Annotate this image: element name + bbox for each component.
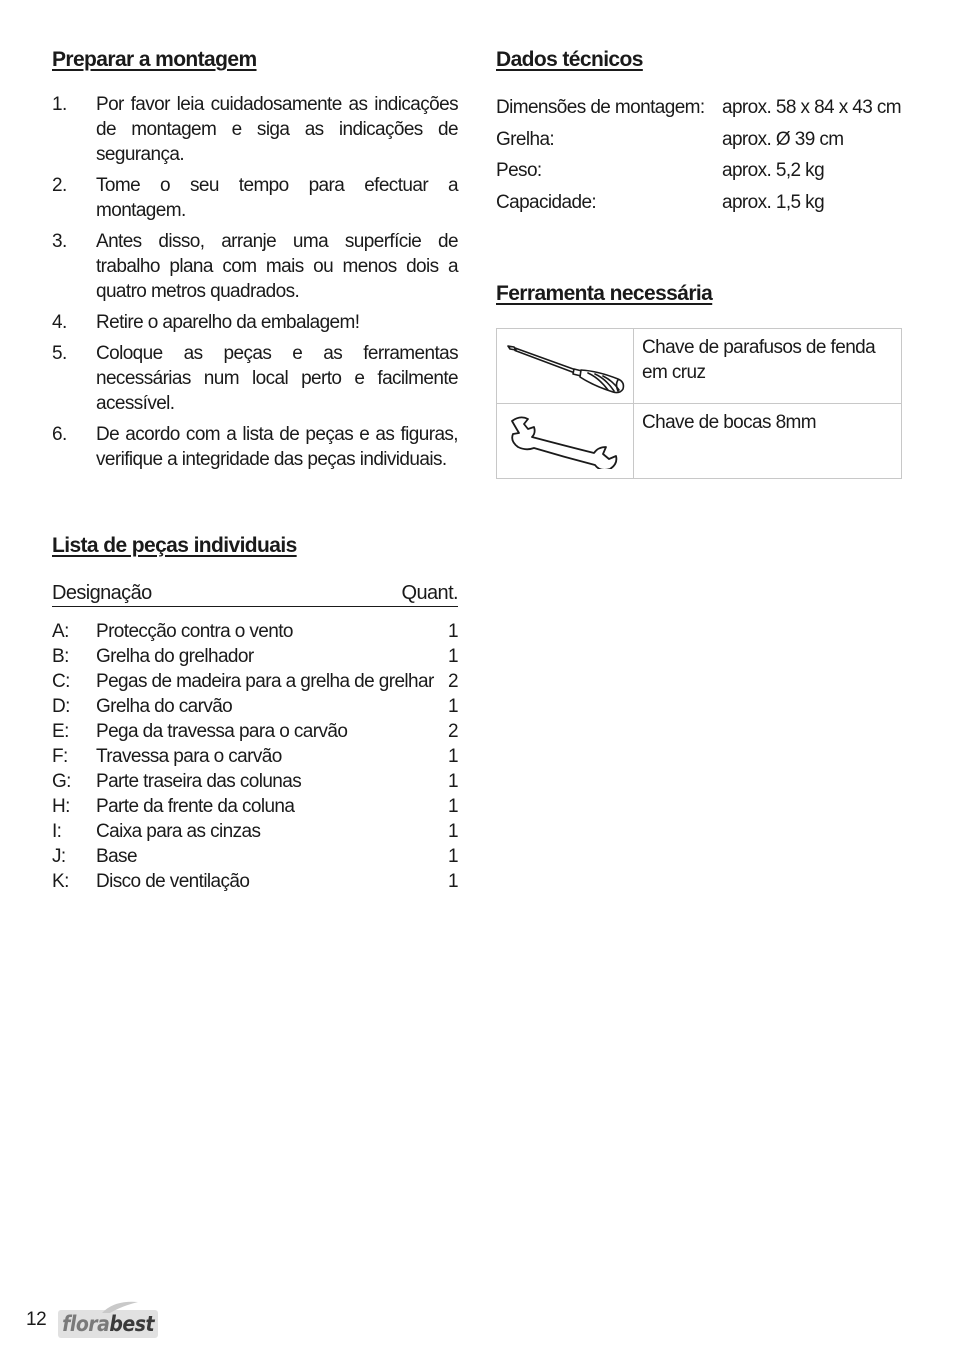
part-letter: C: xyxy=(52,671,70,692)
tool-image-cell xyxy=(497,404,634,479)
table-row xyxy=(496,92,902,124)
spec-label: Grelha: xyxy=(496,128,555,150)
list-item xyxy=(52,310,458,335)
step-number: 4. xyxy=(52,312,67,333)
right-column xyxy=(496,48,902,479)
table-row xyxy=(52,694,458,719)
table-row xyxy=(496,155,902,187)
designation-header: Designação xyxy=(52,582,152,604)
part-letter: H: xyxy=(52,796,70,817)
part-qty: 1 xyxy=(448,796,458,817)
part-letter: G: xyxy=(52,771,71,792)
assembly-title: Preparar a montagem xyxy=(52,48,257,71)
step-number: 5. xyxy=(52,343,67,364)
step-text: Antes disso, arranje uma superfície de trabalho plana com mais ou menos dois a quatro metros quadrados. xyxy=(96,231,458,302)
spec-value: aprox. Ø 39 cm xyxy=(722,128,844,150)
part-letter: F: xyxy=(52,746,68,767)
spec-label: Peso: xyxy=(496,160,542,181)
part-qty: 2 xyxy=(448,671,458,692)
step-number: 1. xyxy=(52,94,67,115)
step-text: Coloque as peças e as ferramentas necessárias num local perto e facilmente acessível. xyxy=(96,343,458,414)
step-text: Tome o seu tempo para efectuar a montagem. xyxy=(96,175,458,221)
part-name: Parte da frente da coluna xyxy=(96,796,295,817)
part-letter: E: xyxy=(52,721,69,742)
table-row xyxy=(52,744,458,769)
step-text: Por favor leia cuidadosamente as indicações de montagem e siga as indicações de segurança. xyxy=(96,94,458,165)
part-qty: 1 xyxy=(448,696,458,717)
table-row xyxy=(52,644,458,669)
step-text: Retire o aparelho da embalagem! xyxy=(96,312,360,333)
wrench-icon xyxy=(502,409,628,469)
tools-title: Ferramenta necessária xyxy=(496,282,713,305)
part-name: Caixa para as cinzas xyxy=(96,821,261,842)
table-row xyxy=(52,719,458,744)
step-text: De acordo com a lista de peças e as figuras, verifique a integridade das peças individuais. xyxy=(96,424,458,470)
tool-image-cell xyxy=(497,329,634,404)
part-qty: 1 xyxy=(448,821,458,842)
step-number: 2. xyxy=(52,175,67,196)
list-item xyxy=(52,92,458,167)
table-row xyxy=(52,844,458,869)
logo-text xyxy=(62,1312,154,1336)
part-qty: 1 xyxy=(448,621,458,642)
part-name: Pegas de madeira para a grelha de grelhar xyxy=(96,671,434,692)
parts-header xyxy=(52,580,458,607)
step-number: 3. xyxy=(52,231,67,252)
list-item xyxy=(52,422,458,472)
tool-label: Chave de bocas 8mm xyxy=(634,404,902,479)
parts-list xyxy=(52,619,458,894)
assembly-steps xyxy=(52,92,458,472)
logo-part-flora: flora xyxy=(62,1312,110,1336)
part-name: Protecção contra o vento xyxy=(96,621,293,642)
part-letter: A: xyxy=(52,621,69,642)
part-name: Pega da travessa para o carvão xyxy=(96,721,348,742)
table-row xyxy=(52,669,458,694)
table-row xyxy=(496,124,902,156)
spec-value: aprox. 58 x 84 x 43 cm xyxy=(722,97,902,118)
part-name: Travessa para o carvão xyxy=(96,746,282,767)
part-letter: J: xyxy=(52,846,66,867)
part-name: Grelha do carvão xyxy=(96,696,233,717)
spec-label: Dimensões de montagem: xyxy=(496,97,705,118)
florabest-logo xyxy=(56,1300,160,1340)
list-item xyxy=(52,341,458,416)
footer xyxy=(26,1300,160,1340)
spec-label: Capacidade: xyxy=(496,191,597,213)
left-column xyxy=(52,48,458,894)
table-row xyxy=(497,404,902,479)
part-letter: I: xyxy=(52,821,62,842)
tools-table xyxy=(496,328,902,479)
part-qty: 1 xyxy=(448,646,458,667)
table-row xyxy=(497,329,902,404)
part-qty: 1 xyxy=(448,871,458,892)
part-name: Disco de ventilação xyxy=(96,871,250,892)
part-name: Grelha do grelhador xyxy=(96,646,254,667)
specs-table xyxy=(496,92,902,218)
part-qty: 1 xyxy=(448,846,458,867)
list-item xyxy=(52,229,458,304)
spec-value: aprox. 5,2 kg xyxy=(722,160,825,181)
part-letter: D: xyxy=(52,696,70,717)
screwdriver-icon xyxy=(502,334,628,394)
step-number: 6. xyxy=(52,424,67,445)
part-name: Base xyxy=(96,846,137,867)
table-row xyxy=(52,794,458,819)
part-qty: 1 xyxy=(448,746,458,767)
part-name: Parte traseira das colunas xyxy=(96,771,302,792)
quantity-header: Quant. xyxy=(401,582,458,604)
table-row xyxy=(52,619,458,644)
part-letter: B: xyxy=(52,646,69,667)
table-row xyxy=(52,769,458,794)
spec-value: aprox. 1,5 kg xyxy=(722,191,825,213)
parts-title: Lista de peças individuais xyxy=(52,534,297,557)
table-row xyxy=(52,869,458,894)
part-letter: K: xyxy=(52,871,69,892)
page-number: 12 xyxy=(26,1309,47,1330)
list-item xyxy=(52,173,458,223)
table-row xyxy=(496,187,902,219)
part-qty: 2 xyxy=(448,721,458,742)
tool-label: Chave de parafusos de fenda em cruz xyxy=(634,329,902,404)
specs-title: Dados técnicos xyxy=(496,48,643,71)
logo-part-best: best xyxy=(109,1312,154,1336)
table-row xyxy=(52,819,458,844)
part-qty: 1 xyxy=(448,771,458,792)
